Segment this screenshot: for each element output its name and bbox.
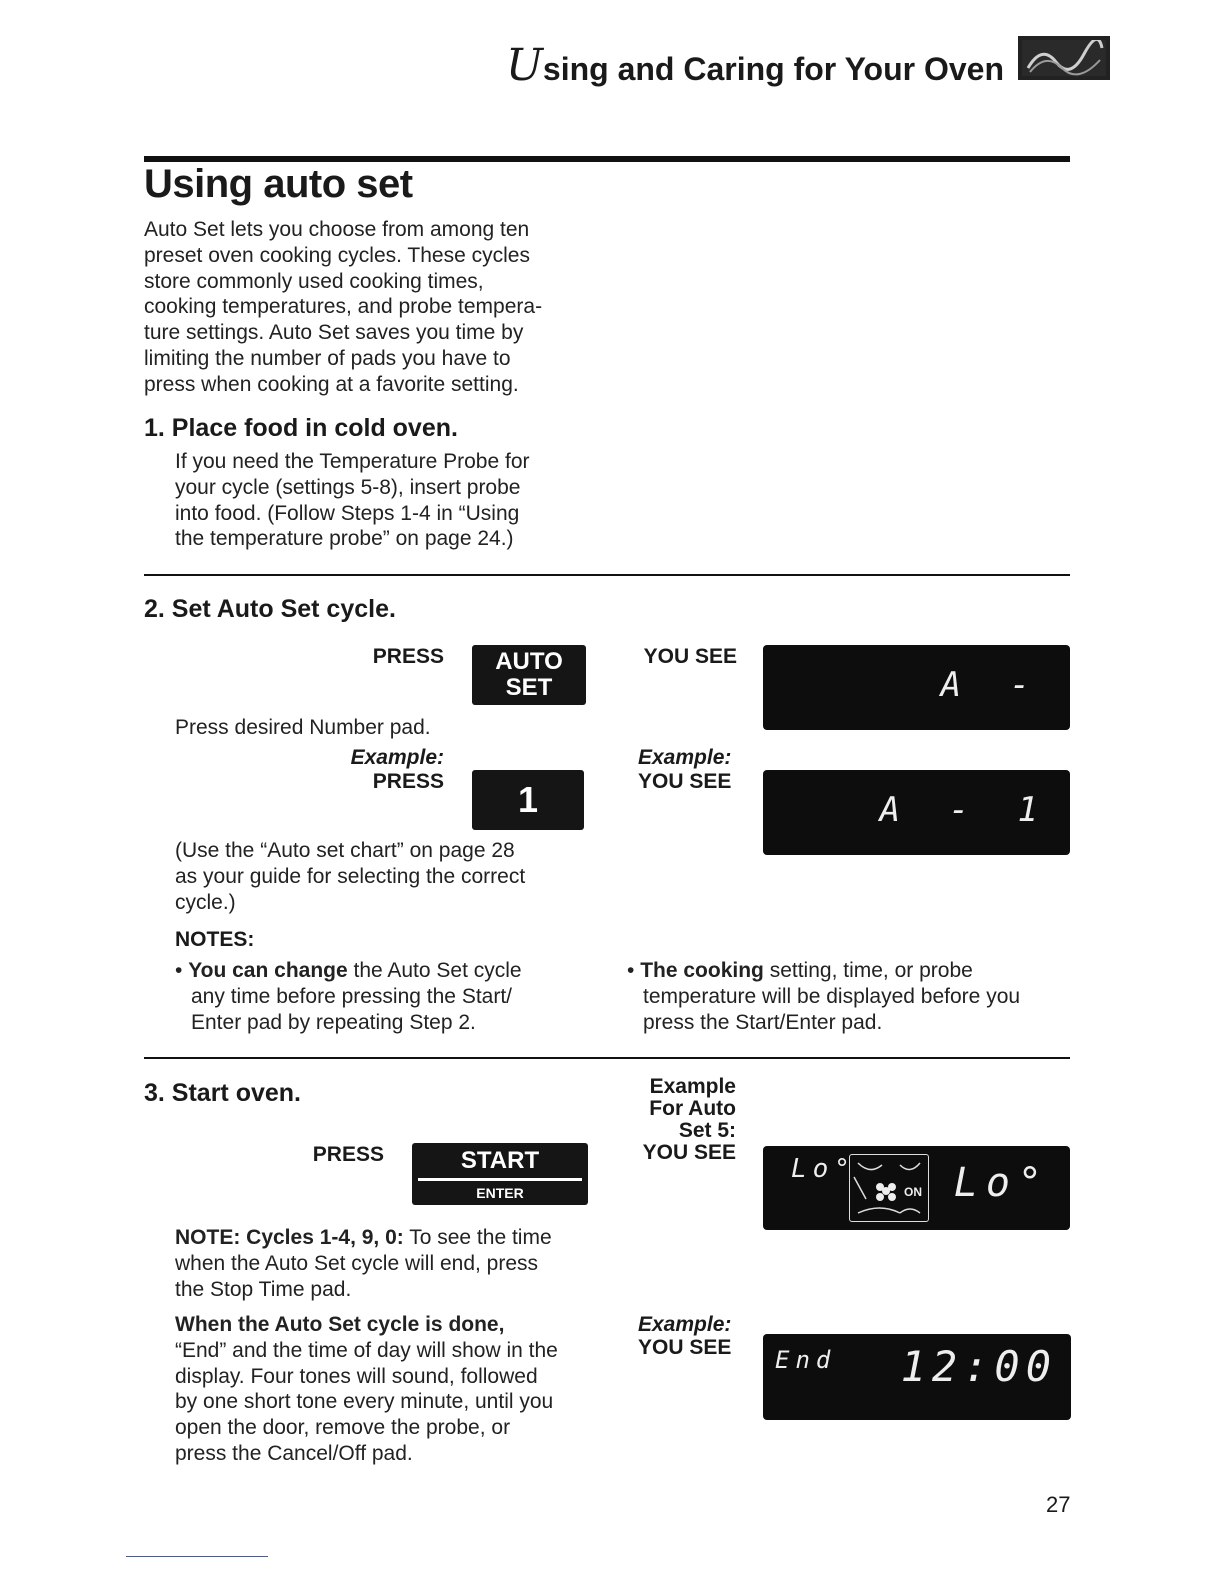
note-1-text: the Auto Set cycle xyxy=(347,959,522,982)
step2-heading: 2. Set Auto Set cycle. xyxy=(144,595,396,623)
step1-text xyxy=(175,449,615,552)
note-1-line: any time before pressing the Start/ xyxy=(191,984,512,1008)
step3-note-line: the Stop Time pad. xyxy=(175,1277,352,1301)
note-2-line: press the Start/Enter pad. xyxy=(643,1010,883,1034)
step3-note-line: when the Auto Set cycle will end, press xyxy=(175,1251,539,1275)
display-clock-time: 12:00 xyxy=(900,1342,1057,1391)
step1-heading: 1. Place food in cold oven. xyxy=(144,414,458,442)
auto-set-key-line1: AUTO xyxy=(495,648,563,675)
number-key-label: 1 xyxy=(517,779,539,820)
display-lo-right: Lo° xyxy=(953,1160,1050,1206)
example-line: Example xyxy=(649,1075,736,1098)
auto-set-key-line2: SET xyxy=(505,674,553,701)
chart-note-line: as your guide for selecting the correct xyxy=(175,864,526,888)
step3-note-text: To see the time xyxy=(403,1226,552,1249)
display-a-dash xyxy=(763,645,1070,730)
step1-line: your cycle (settings 5-8), insert probe xyxy=(175,475,521,499)
you-see-label-done: YOU SEE xyxy=(638,1336,732,1359)
display-a-1 xyxy=(763,770,1070,855)
display-end-text: End xyxy=(775,1346,837,1374)
bullet-icon: • xyxy=(175,959,189,982)
display-readout: A - xyxy=(940,665,1044,705)
step1-line: the temperature probe” on page 24.) xyxy=(175,527,514,551)
note-2 xyxy=(627,958,1070,1035)
note-1-line xyxy=(175,958,595,984)
notes-label: NOTES: xyxy=(175,928,255,951)
auto-set-key[interactable] xyxy=(472,645,586,705)
display-end-time xyxy=(763,1334,1071,1420)
example-you-see-label: YOU SEE xyxy=(638,770,732,793)
footer-line xyxy=(126,1556,268,1557)
brand-logo-icon xyxy=(1018,36,1110,80)
press-label: PRESS xyxy=(312,1143,384,1166)
header-title-text: sing and Caring for Your Oven xyxy=(542,51,1004,87)
display-lo-fan xyxy=(763,1146,1070,1230)
divider-step2 xyxy=(144,574,1070,576)
example-label: Example: xyxy=(350,746,444,769)
intro-line: store commonly used cooking times, xyxy=(144,269,484,293)
press-label: PRESS xyxy=(372,645,444,668)
step3-note-bold: NOTE: Cycles 1-4, 9, 0: xyxy=(175,1226,404,1249)
intro-line: preset oven cooking cycles. These cycles xyxy=(144,243,530,267)
note-1-line: Enter pad by repeating Step 2. xyxy=(191,1010,476,1034)
note-1 xyxy=(175,958,595,1035)
press-number-text: Press desired Number pad. xyxy=(175,716,431,739)
step1-line: If you need the Temperature Probe for xyxy=(175,450,530,473)
intro-line: press when cooking at a favorite setting. xyxy=(144,372,519,396)
key-divider xyxy=(418,1178,582,1181)
step3-note-line xyxy=(175,1225,595,1251)
start-enter-key[interactable] xyxy=(412,1143,588,1205)
display-readout: A - 1 xyxy=(879,790,1052,830)
divider-step3 xyxy=(144,1057,1070,1059)
step3-heading: 3. Start oven. xyxy=(144,1079,301,1107)
page-header-title xyxy=(506,40,1004,91)
note-2-line xyxy=(627,958,1070,984)
you-see-label: YOU SEE xyxy=(643,645,737,668)
section-title: Using auto set xyxy=(144,162,413,206)
fan-on-label: ON xyxy=(904,1185,922,1199)
number-1-key[interactable] xyxy=(472,770,584,830)
cycle-done-line: display. Four tones will sound, followed xyxy=(175,1364,538,1388)
chart-note-line: cycle.) xyxy=(175,890,236,914)
example-line: Set 5: xyxy=(678,1119,736,1142)
cycle-done-line: press the Cancel/Off pad. xyxy=(175,1441,413,1465)
bullet-icon: • xyxy=(627,959,641,982)
intro-paragraph xyxy=(144,217,604,398)
convection-fan-icon xyxy=(849,1154,929,1222)
example-label-done: Example: xyxy=(638,1313,732,1336)
note-2-text: setting, time, or probe xyxy=(763,959,973,982)
header-title-initial: U xyxy=(505,40,543,91)
cycle-done-line: open the door, remove the probe, or xyxy=(175,1416,511,1440)
cycle-done-line: by one short tone every minute, until you xyxy=(175,1390,554,1414)
intro-line: cooking temperatures, and probe tempera- xyxy=(144,295,543,319)
step3-note xyxy=(175,1225,595,1302)
cycle-done-line: “End” and the time of day will show in the xyxy=(175,1338,558,1362)
example-line: YOU SEE xyxy=(642,1141,736,1164)
enter-key-label: ENTER xyxy=(476,1185,524,1201)
chart-note xyxy=(175,838,595,915)
start-key-label: START xyxy=(460,1147,540,1174)
example-line: For Auto xyxy=(649,1097,736,1120)
intro-line: ture settings. Auto Set saves you time by xyxy=(144,321,524,345)
logo-swirl-icon xyxy=(1022,40,1106,76)
example-press-label: PRESS xyxy=(372,770,444,793)
chart-note-line: (Use the “Auto set chart” on page 28 xyxy=(175,839,515,862)
step1-line: into food. (Follow Steps 1-4 in “Using xyxy=(175,501,520,525)
example-label-right: Example: xyxy=(638,746,732,769)
cycle-done-text xyxy=(175,1312,595,1467)
note-2-line: temperature will be displayed before you xyxy=(643,984,1021,1008)
note-1-bold: You can change xyxy=(188,959,348,982)
note-2-bold: The cooking xyxy=(640,959,764,982)
page-number: 27 xyxy=(1046,1492,1071,1517)
example-auto-set-5-label xyxy=(620,1076,736,1164)
cycle-done-heading: When the Auto Set cycle is done, xyxy=(175,1313,505,1336)
intro-line: Auto Set lets you choose from among ten xyxy=(144,218,530,241)
display-lo-left: Lo° xyxy=(791,1154,856,1184)
intro-line: limiting the number of pads you have to xyxy=(144,346,511,370)
